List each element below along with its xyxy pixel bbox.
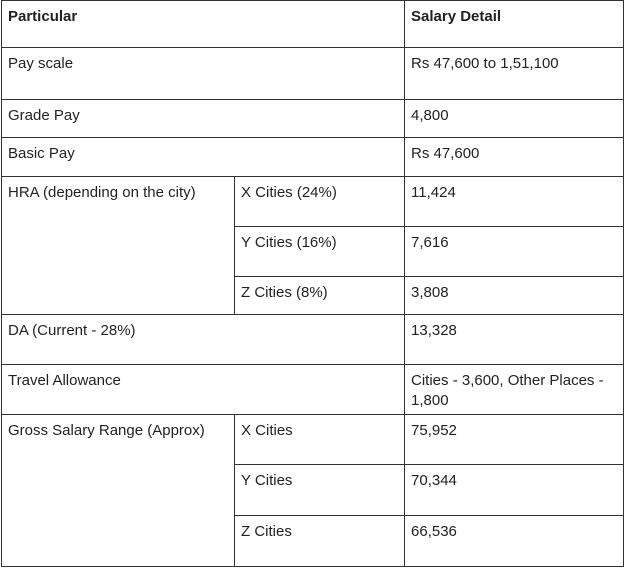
gross-z-value: 66,536	[405, 516, 624, 567]
hra-label: HRA (depending on the city)	[2, 177, 235, 315]
table-row	[2, 365, 624, 415]
hra-y-label: Y Cities (16%)	[235, 227, 405, 277]
basic-pay-label: Basic Pay	[2, 138, 405, 177]
salary-table	[1, 0, 624, 567]
header-row	[2, 1, 624, 48]
gross-x-value: 75,952	[405, 415, 624, 465]
header-particular: Particular	[2, 1, 405, 48]
hra-x-value: 11,424	[405, 177, 624, 227]
pay-scale-label: Pay scale	[2, 48, 405, 100]
table-row	[2, 48, 624, 100]
gross-z-label: Z Cities	[235, 516, 405, 567]
table-row	[2, 315, 624, 365]
header-salary-detail: Salary Detail	[405, 1, 624, 48]
table-row	[2, 100, 624, 138]
travel-allowance-value: Cities - 3,600, Other Places - 1,800	[405, 365, 624, 415]
grade-pay-value: 4,800	[405, 100, 624, 138]
hra-x-label: X Cities (24%)	[235, 177, 405, 227]
basic-pay-value: Rs 47,600	[405, 138, 624, 177]
table-row	[2, 415, 624, 465]
da-value: 13,328	[405, 315, 624, 365]
hra-z-value: 3,808	[405, 277, 624, 315]
gross-y-label: Y Cities	[235, 465, 405, 516]
pay-scale-value: Rs 47,600 to 1,51,100	[405, 48, 624, 100]
gross-x-label: X Cities	[235, 415, 405, 465]
grade-pay-label: Grade Pay	[2, 100, 405, 138]
hra-z-label: Z Cities (8%)	[235, 277, 405, 315]
travel-allowance-label: Travel Allowance	[2, 365, 405, 415]
table-row	[2, 177, 624, 227]
da-label: DA (Current - 28%)	[2, 315, 405, 365]
gross-y-value: 70,344	[405, 465, 624, 516]
table-row	[2, 138, 624, 177]
gross-salary-label: Gross Salary Range (Approx)	[2, 415, 235, 567]
hra-y-value: 7,616	[405, 227, 624, 277]
